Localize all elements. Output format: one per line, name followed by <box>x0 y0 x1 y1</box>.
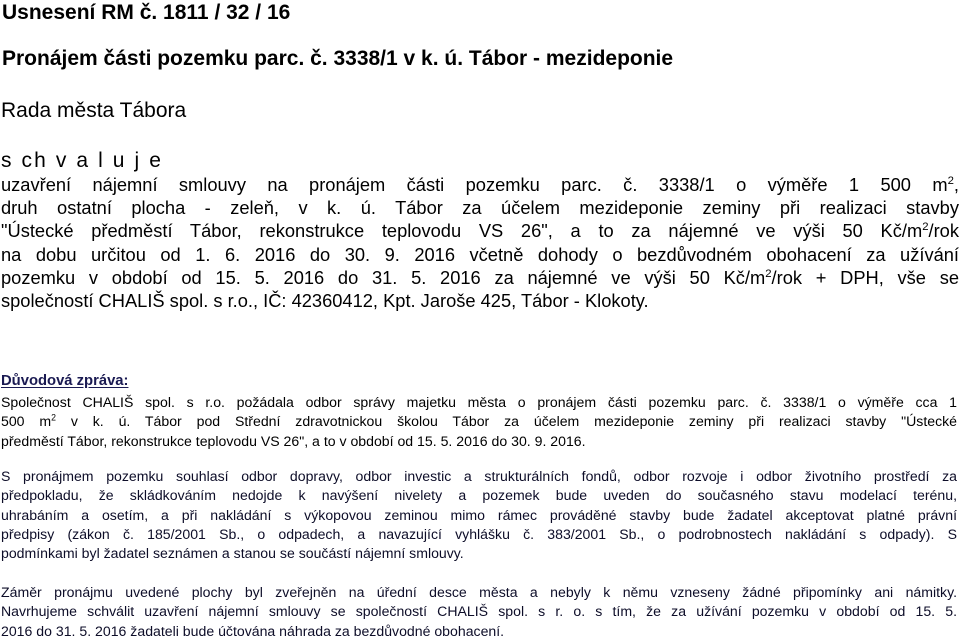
resolution-line: na dobu určitou od 1. 6. 2016 do 30. 9. 2016 včetně dohody o bezdůvodném obohacení za užívání <box>1 243 959 265</box>
paragraph-line: předpisy (zákon č. 185/2001 Sb., o odpadech, a navazující vyhlášku č. 383/2001 Sb., o podrobnostech nakládání s odpady). S <box>1 525 957 542</box>
paragraph-line: podmínkami byl žadatel seznámen a stanou se součástí nájemní smlouvy. <box>1 545 464 562</box>
resolution-number-heading: Usnesení RM č. 1811 / 32 / 16 <box>2 1 291 24</box>
paragraph-line: 2016 do 31. 5. 2016 žadateli bude účtována náhrada za bezdůvodné obohacení. <box>1 622 505 639</box>
resolution-line: uzavření nájemní smlouvy na pronájem části pozemku parc. č. 3338/1 o výměře 1 500 $m^2$, <box>1 174 959 195</box>
paragraph-line: předpokladu, že skládkováním nedojde k navýšení nivelety a pozemek bude uveden do současného stavu modelací terénu, <box>1 487 957 504</box>
resolution-line: druh ostatní plocha - zeleň, v k. ú. Tábor za účelem mezideponie zeminy při realizaci stavby <box>1 197 959 219</box>
resolution-line: společností CHALIŠ spol. s r.o., IČ: 42360412, Kpt. Jaroše 425, Tábor - Klokoty. <box>1 290 649 312</box>
resolution-line: "Ústecké předměstí Tábor, rekonstrukce teplovodu VS 26", a to za nájemné ve výši 50 $Kč/m^2$/rok <box>1 220 959 242</box>
paragraph-line: předměstí Tábor, rekonstrukce teplovodu VS 26", a to v období od 15. 5. 2016 do 30. 9. 2016. <box>1 432 586 449</box>
paragraph-line: Společnost CHALIŠ spol. s r.o. požádala odbor správy majetku města o pronájem části pozemku parc. č. 3338/1 o výměře cca 1 <box>1 394 957 410</box>
paragraph-line: S pronájmem pozemku souhlasí odbor dopravy, odbor investic a strukturálních fondů, odbor rozvoje i odbor životního prostředí za <box>1 468 957 484</box>
explanatory-report-title: Důvodová zpráva: <box>1 373 129 389</box>
recommendation-paragraph <box>1 583 957 641</box>
resolution-line: pozemku v období od 15. 5. 2016 do 31. 5. 2016 za nájemné ve výši 50 $Kč/m^2$/rok + DPH, vše se <box>1 266 959 288</box>
subject-heading: Pronájem části pozemku parc. č. 3338/1 v k. ú. Tábor - mezideponie <box>2 47 674 70</box>
approves-verb: s ch v a l u j e <box>1 149 163 172</box>
request-paragraph <box>1 393 957 451</box>
paragraph-line: 500 $m^2$ v k. ú. Tábor pod Střední zdravotnickou školou Tábor za účelem mezideponie zeminy při realizaci stavby "Ústecké <box>1 412 957 430</box>
paragraph-line: Navrhujeme schválit uzavření nájemní smlouvy se společností CHALIŠ spol. s r. o. s tím, že za užívání pozemku v období od 15. 5. <box>1 603 957 620</box>
resolution-text <box>1 173 959 312</box>
paragraph-line: uhrabáním a osetím, a při nakládání s výkopovou zeminou mimo rámec prováděné stavby bude žadatel akceptovat platné právní <box>1 506 957 523</box>
council-name: Rada města Tábora <box>1 99 187 122</box>
paragraph-line: Záměr pronájmu uvedené plochy byl zveřejněn na úřední desce města a nebyly k němu vzneseny žádné připomínky ani námitky. <box>1 584 957 600</box>
departments-consent-paragraph <box>1 467 957 563</box>
